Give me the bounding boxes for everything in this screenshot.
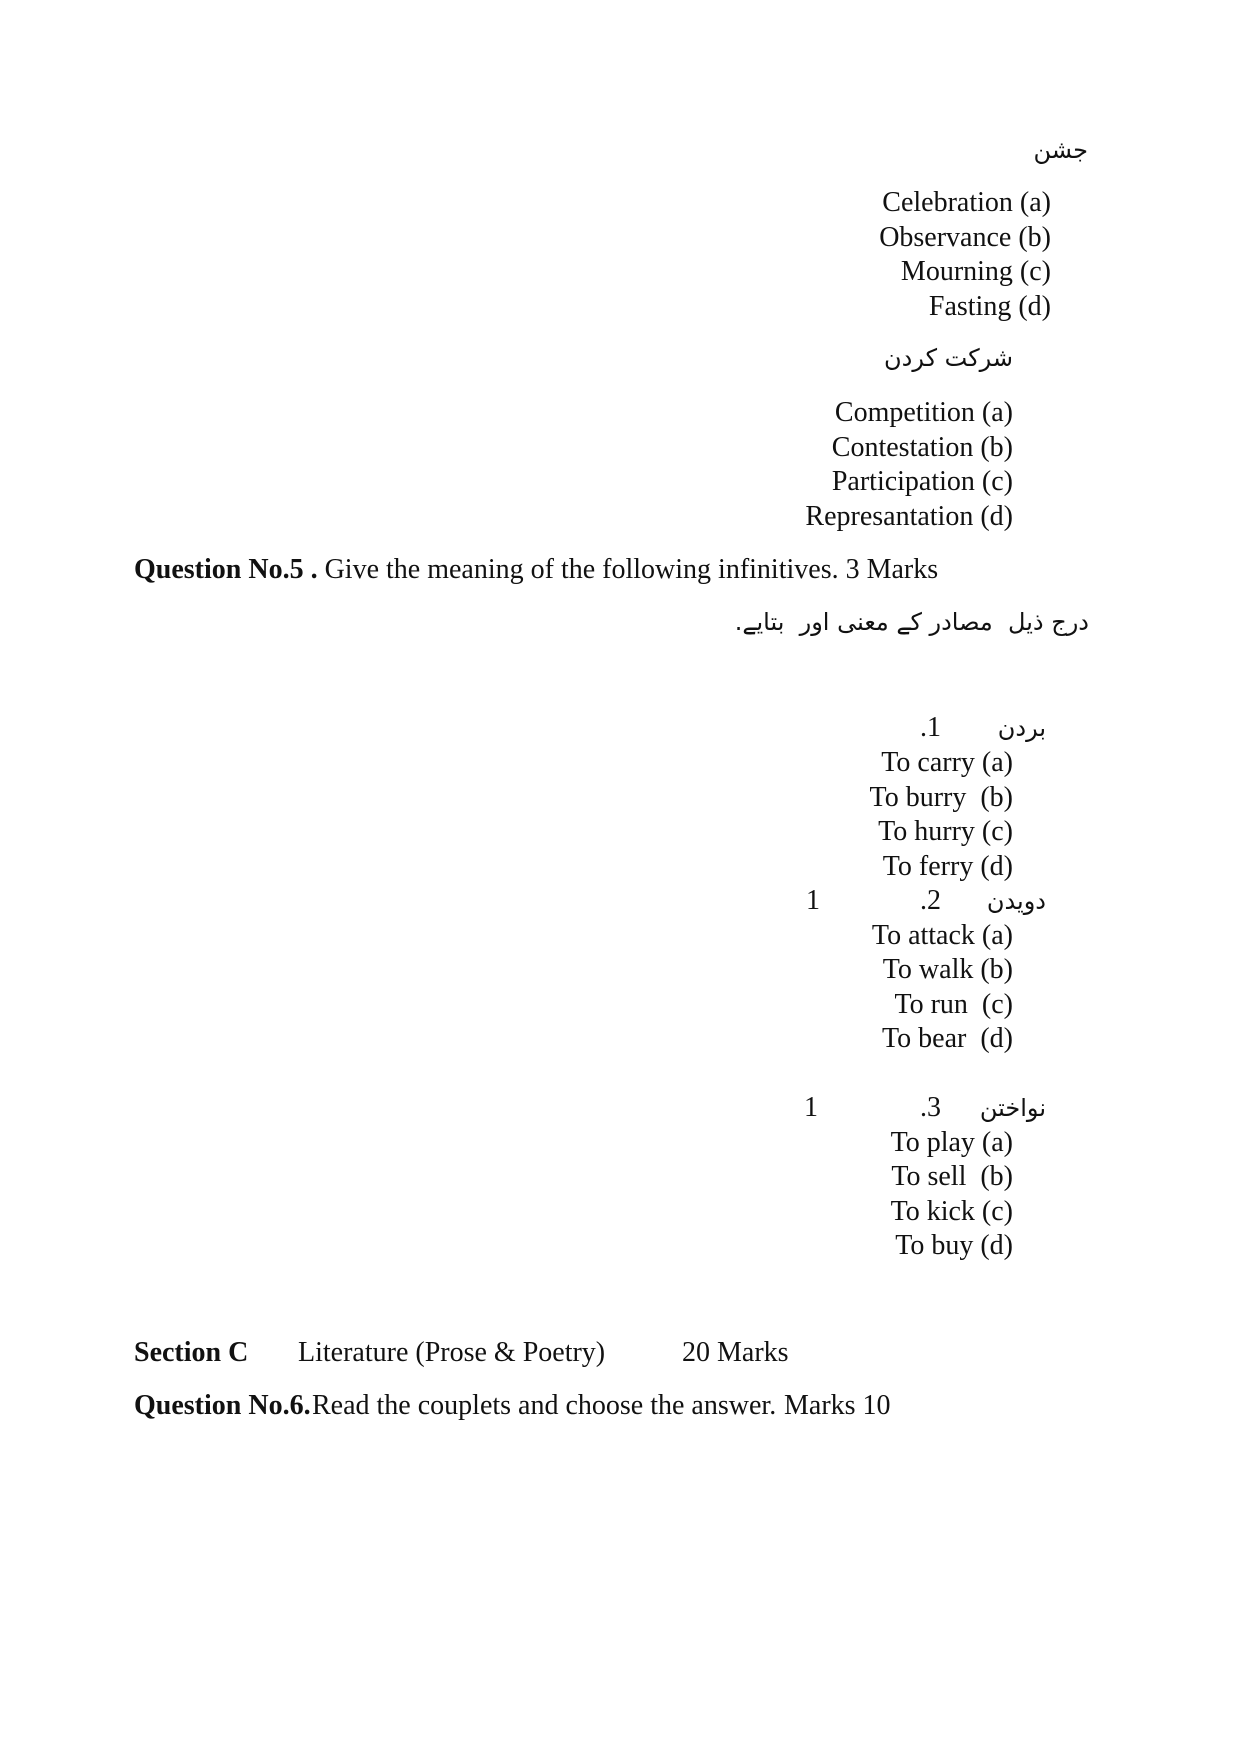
- item-mark: 1: [806, 885, 820, 916]
- q4a-urdu-word: جشن: [1033, 136, 1088, 164]
- question-text: Read the couplets and choose the answer.: [312, 1390, 777, 1421]
- option: To carry (a): [881, 747, 1013, 778]
- option: To attack (a): [871, 920, 1013, 951]
- question-label: Question No.6.: [134, 1390, 311, 1421]
- item-mark: 1: [804, 1092, 818, 1123]
- option: To sell (b): [891, 1161, 1013, 1192]
- option: Observance (b): [879, 222, 1051, 253]
- option: To bear (d): [882, 1023, 1013, 1054]
- option: Represantation (d): [805, 501, 1013, 532]
- question-marks: Marks 10: [784, 1390, 891, 1421]
- option: To hurry (c): [878, 816, 1013, 847]
- option: Contestation (b): [831, 432, 1013, 463]
- section-label: Section C: [134, 1337, 249, 1368]
- item-urdu-word: دویدن: [986, 887, 1046, 915]
- option: To buy (d): [895, 1230, 1013, 1261]
- option: Celebration (a): [882, 187, 1051, 218]
- question-5-heading: Question No.5 . Give the meaning of the following infinitives. 3 Marks: [134, 554, 939, 585]
- item-number: .3: [920, 1092, 941, 1123]
- item-number: .1: [920, 712, 941, 743]
- section-marks: 20 Marks: [682, 1337, 789, 1368]
- option: To burry (b): [869, 782, 1013, 813]
- item-number: .2: [920, 885, 941, 916]
- option: To run (c): [894, 989, 1013, 1020]
- option: Participation (c): [831, 466, 1013, 497]
- option: Fasting (d): [928, 291, 1051, 322]
- q5-urdu-instruction: درج ذیل مصادر کے معنی اور بتایے.: [734, 608, 1089, 636]
- option: Mourning (c): [900, 256, 1051, 287]
- option: To play (a): [890, 1127, 1013, 1158]
- q4b-urdu-word: شرکت کردن: [884, 344, 1013, 372]
- item-urdu-word: نواختن: [979, 1094, 1046, 1122]
- option: Competition (a): [834, 397, 1013, 428]
- option: To kick (c): [890, 1196, 1013, 1227]
- option: To walk (b): [882, 954, 1013, 985]
- item-urdu-word: بردن: [997, 714, 1046, 742]
- option: To ferry (d): [882, 851, 1013, 882]
- section-title: Literature (Prose & Poetry): [298, 1337, 606, 1368]
